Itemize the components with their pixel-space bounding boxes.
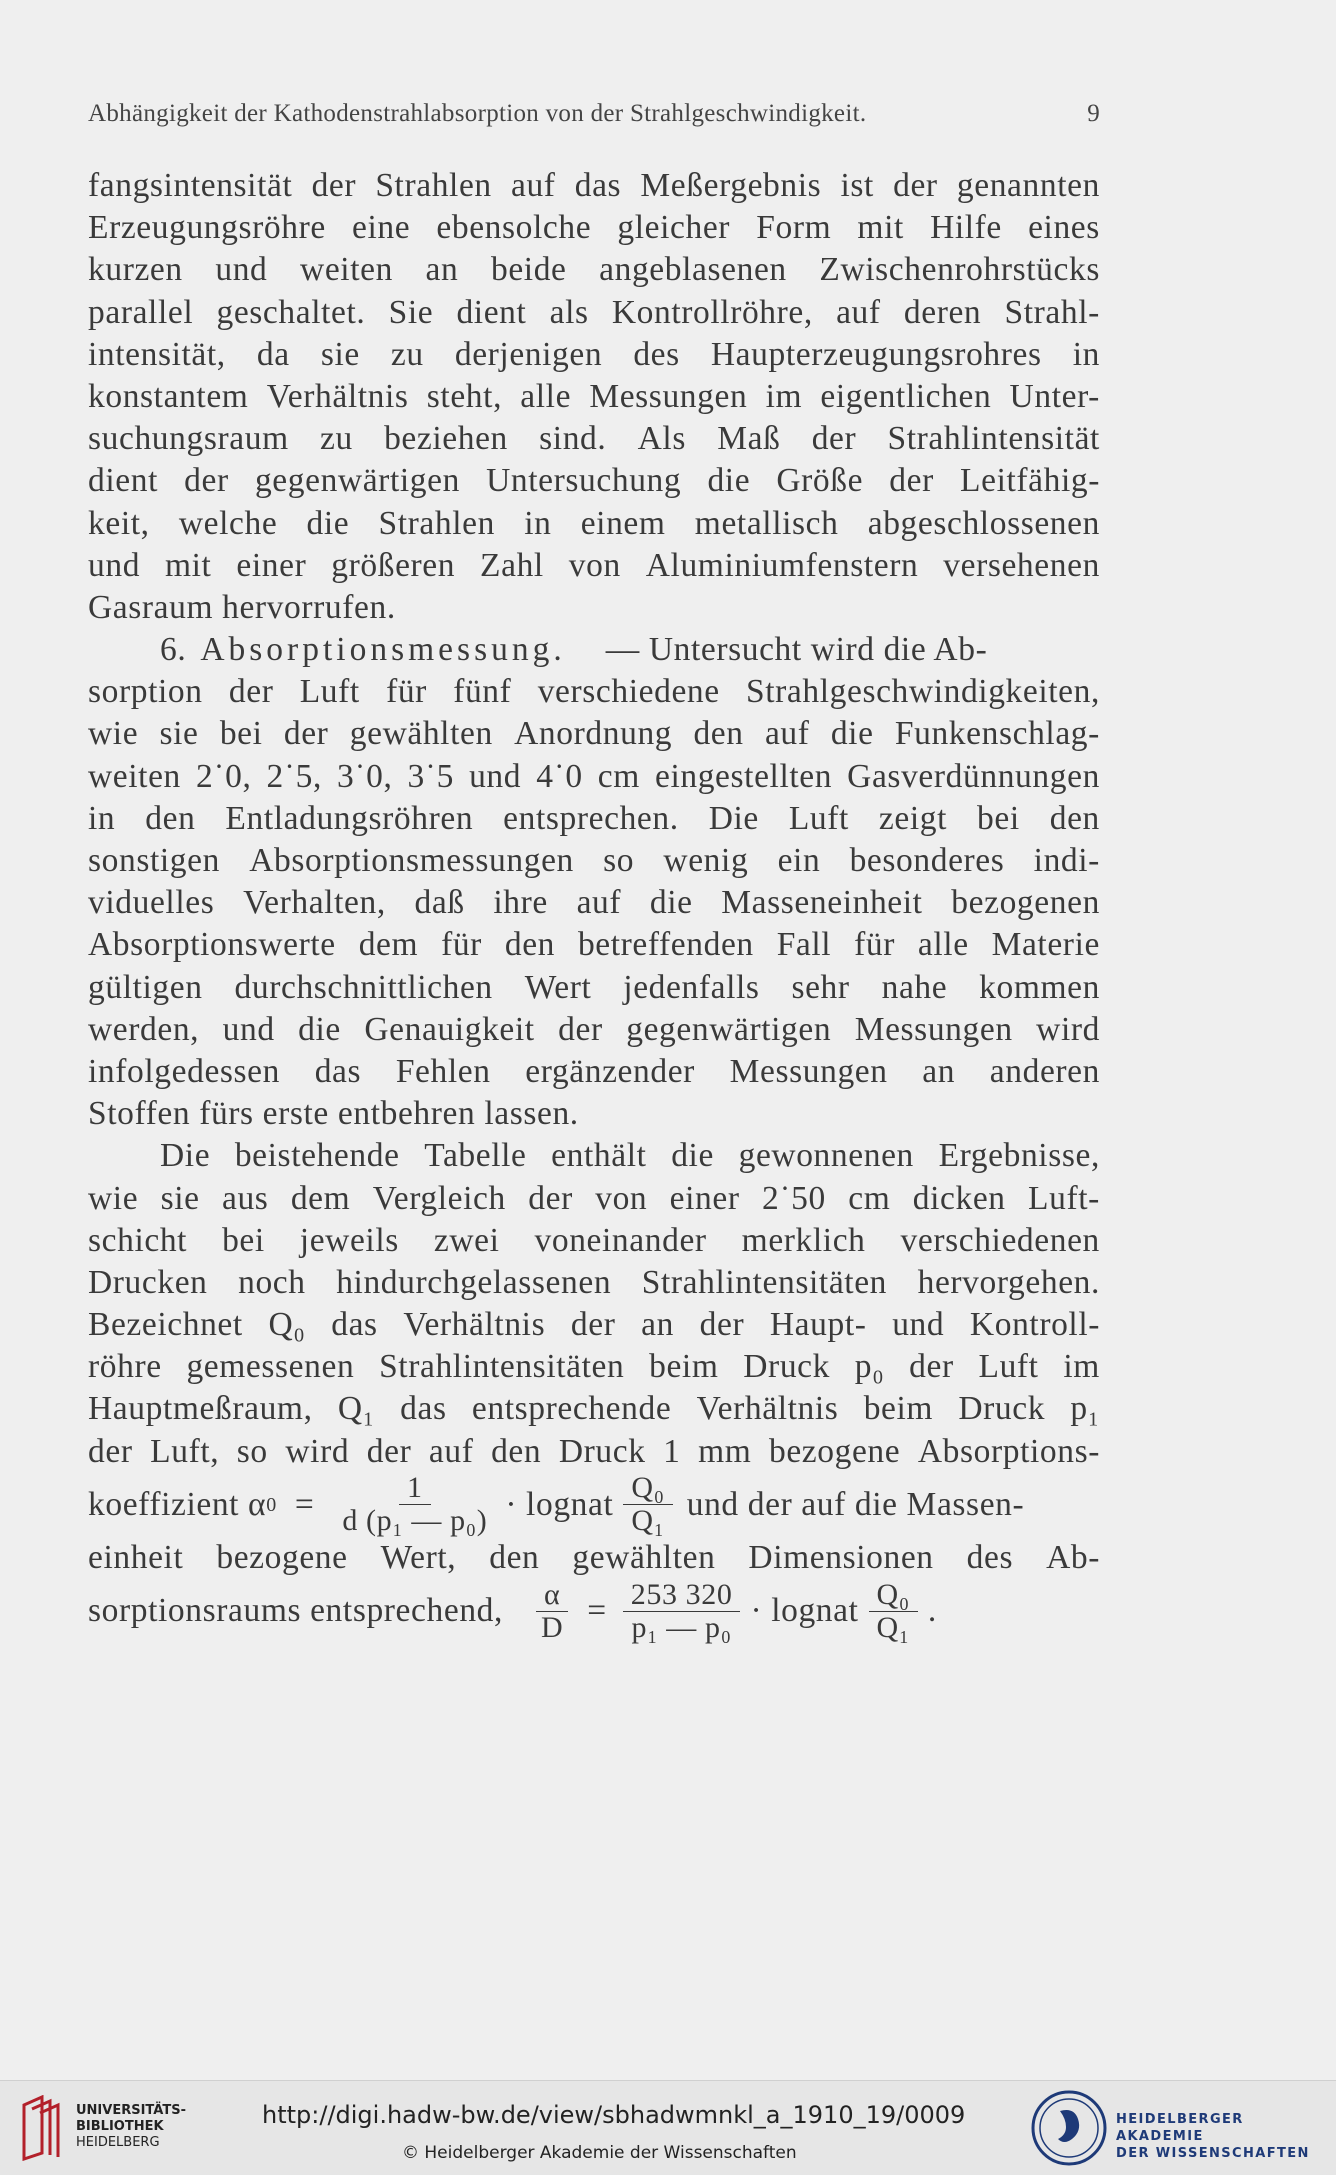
text-line: schicht bei jeweils zwei voneinander merklich verschiedenen [88,1221,1100,1259]
permalink-url[interactable]: http://digi.hadw-bw.de/view/sbhadwmnkl_a_1910_19/0009 [262,2101,966,2129]
text-line: intensität, da sie zu derjenigen des Haupterzeugungsrohres in [88,335,1100,373]
text-line: Die beistehende Tabelle enthält die gewonnenen Ergebnisse, [160,1137,1100,1175]
fraction [334,1472,495,1537]
formula-operator: · lognat [505,1485,614,1523]
section-number: 6. [160,631,187,669]
text-line: gültigen durchschnittlichen Wert jedenfalls sehr nahe kommen [88,968,1100,1006]
text-line: röhre gemessenen Strahlintensitäten beim Druck p₀ der Luft im [88,1348,1100,1386]
text-line: parallel geschaltet. Sie dient als Kontrollröhre, auf deren Strahl- [88,293,1100,331]
section-heading-rest: — Untersucht wird die Ab- [605,631,988,669]
formula-tail: und der auf die Massen- [686,1485,1025,1523]
text-line: keit, welche die Strahlen in einem metallisch abgeschlossenen [88,504,1100,542]
formula-operator: · lognat [750,1591,859,1629]
university-library-logo-icon [14,2095,68,2161]
formula-equals: = [294,1485,315,1523]
library-name-line: HEIDELBERG [76,2135,160,2150]
fraction [623,1472,672,1537]
academy-name-line: HEIDELBERGER AKADEMIE [1116,2112,1244,2144]
text-line: Drucken noch hindurchgelassenen Strahlintensitäten hervorgehen. [88,1263,1100,1301]
fraction-denominator: Q₁ [631,1504,665,1538]
text-line: wie sie bei der gewählten Anordnung den auf die Funkenschlag- [88,715,1100,753]
text-line: Erzeugungsröhre eine ebensolche gleicher Form mit Hilfe eines [88,209,1100,247]
text-line: sorption der Luft für fünf verschiedene Strahlgeschwindigkeiten, [88,673,1100,711]
fraction-denominator: p₁ — p₀ [631,1610,732,1644]
fraction [533,1579,571,1644]
text-line: sonstigen Absorptionsmessungen so wenig ein besonderes indi- [88,842,1100,879]
text-line: wie sie aus dem Vergleich der von einer 2˙50 cm dicken Luft- [88,1179,1100,1217]
fraction-numerator: Q₀ [623,1472,672,1505]
section-heading-line [88,629,1100,671]
library-name [76,2103,186,2151]
text-line: Stoffen fürs erste entbehren lassen. [88,1095,579,1133]
formula-mass-coefficient [88,1579,1100,1643]
fraction-denominator: Q₁ [876,1610,910,1644]
text-line: Absorptionswerte dem für den betreffenden Fall für alle Materie [88,926,1100,964]
formula-equals: = [587,1591,607,1629]
section-heading: Absorptionsmessung. [200,631,566,669]
fraction-numerator: α [536,1579,568,1612]
formula-lead: sorptionsraums entsprechend, [88,1591,503,1629]
text-line: dient der gegenwärtigen Untersuchung die Größe der Leitfähig- [88,462,1100,500]
running-head [88,100,1100,128]
library-name-line: UNIVERSITÄTS- [76,2103,186,2118]
library-name-line: BIBLIOTHEK [76,2119,164,2134]
body-text [88,165,1100,1643]
text-line: der Luft, so wird der auf den Druck 1 mm bezogene Absorptions- [88,1432,1100,1470]
viewer-footer [0,2080,1336,2175]
fraction-numerator: 1 [399,1472,431,1505]
formula-lead-subscript: 0 [266,1493,277,1516]
text-line: Bezeichnet Q₀ das Verhältnis der an der Haupt- und Kontroll- [88,1306,1100,1344]
text-line: suchungsraum zu beziehen sind. Als Maß der Strahlintensität [88,420,1100,458]
running-title: Abhängigkeit der Kathodenstrahlabsorption von der Strahlgeschwindigkeit. [88,100,867,127]
text-line: in den Entladungsröhren entsprechen. Die Luft zeigt bei den [88,799,1100,837]
fraction [623,1579,741,1644]
fraction-denominator: d (p₁ — p₀) [342,1504,488,1538]
fraction-numerator: 253 320 [623,1579,741,1612]
text-line: werden, und die Genauigkeit der gegenwärtigen Messungen wird [88,1010,1100,1048]
text-line: fangsintensität der Strahlen auf das Meßergebnis ist der genannten [88,167,1100,204]
copyright-notice: © Heidelberger Akademie der Wissenschaften [402,2143,797,2163]
formula-absorption-coefficient [88,1473,1100,1537]
academy-name [1116,2111,1336,2162]
academy-name-line: DER WISSENSCHAFTEN [1116,2146,1310,2161]
fraction-numerator: Q₀ [869,1579,918,1612]
text-line: kurzen und weiten an beide angeblasenen Zwischenrohrstücks [88,251,1100,289]
text-line: einheit bezogene Wert, den gewählten Dimensionen des Ab- [88,1538,1100,1576]
text-line: Hauptmeßraum, Q₁ das entsprechende Verhältnis beim Druck p₁ [88,1390,1100,1428]
fraction-denominator: D [541,1610,564,1644]
text-line: viduelles Verhalten, daß ihre auf die Masseneinheit bezogenen [88,884,1100,922]
text-line: infolgedessen das Fehlen ergänzender Messungen an anderen [88,1052,1100,1090]
formula-lead: koeffizient α [88,1485,267,1523]
fraction [869,1579,918,1644]
academy-seal-icon [1030,2089,1108,2167]
page-number: 9 [1087,100,1100,127]
formula-period: . [927,1591,937,1629]
text-line: weiten 2˙0, 2˙5, 3˙0, 3˙5 und 4˙0 cm eingestellten Gasverdünnungen [88,757,1100,795]
text-line: Gasraum hervorrufen. [88,588,396,626]
text-line: und mit einer größeren Zahl von Aluminiumfenstern versehenen [88,546,1100,584]
text-line: konstantem Verhältnis steht, alle Messungen im eigentlichen Unter- [88,377,1100,415]
